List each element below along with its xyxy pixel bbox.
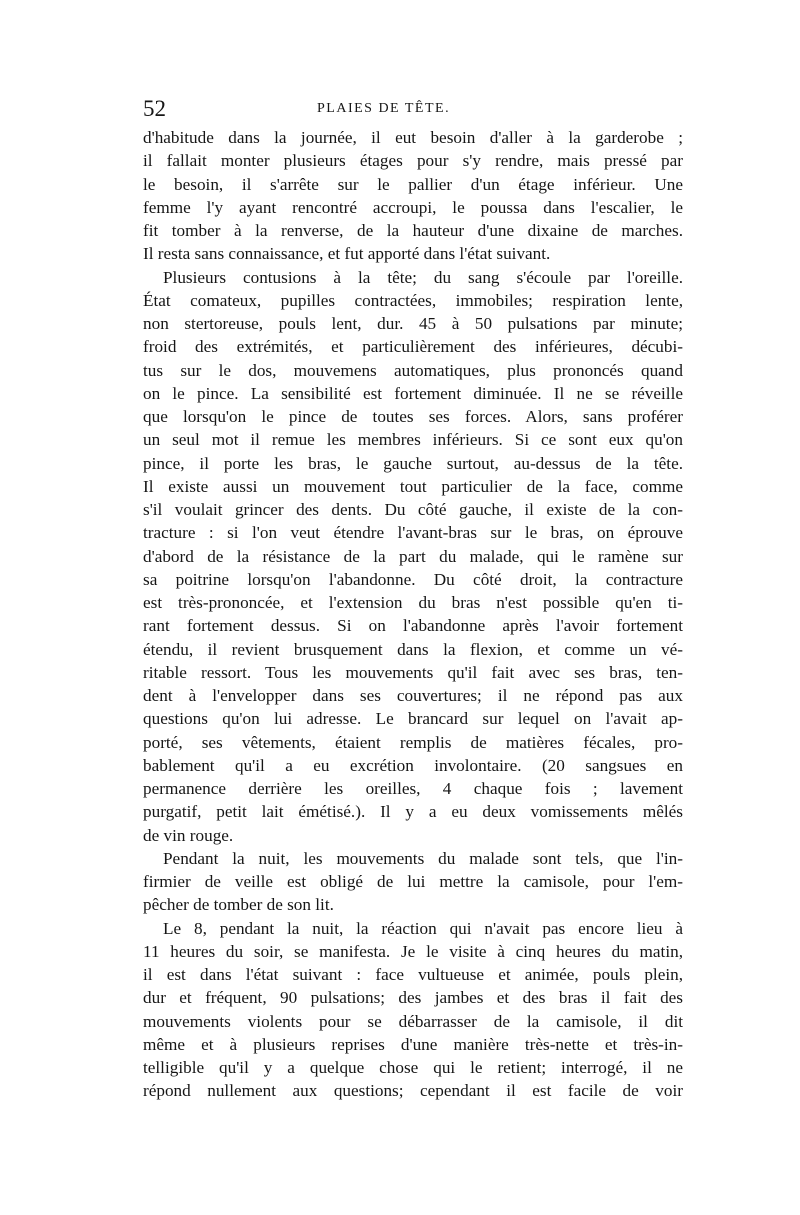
text-line: est très-prononcée, et l'extension du bras n'est possible qu'en ti-	[143, 593, 683, 612]
text-line: mouvements violents pour se débarrasser de la camisole, il dit	[143, 1011, 683, 1031]
text-line: d'abord de la résistance de la part du malade, qui le ramène sur	[143, 546, 683, 566]
text-line: tus sur le dos, mouvemens automatiques, plus prononcés quand	[143, 360, 683, 380]
text-line: rant fortement dessus. Si on l'abandonne après l'avoir fortement	[143, 616, 683, 636]
text-line: tracture : si l'on veut étendre l'avant-bras sur le bras, on éprouve	[143, 523, 683, 543]
page-number: 52	[143, 96, 166, 121]
text-line: femme l'y ayant rencontré accroupi, le poussa dans l'escalier, le	[143, 197, 683, 217]
text-line: Il existe aussi un mouvement tout particulier de la face, comme	[143, 476, 683, 496]
text-line: Le 8, pendant la nuit, la réaction qui n'avait pas encore lieu à	[163, 918, 683, 938]
text-line: Il resta sans connaissance, et fut apporté dans l'état suivant.	[143, 244, 551, 264]
text-line: porté, ses vêtements, étaient remplis de matières fécales, pro-	[143, 732, 683, 752]
text-line: pince, il porte les bras, le gauche surtout, au-dessus de la tête.	[143, 453, 683, 473]
text-line: fit tomber à la renverse, de la hauteur d'une dixaine de marches.	[143, 221, 683, 240]
text-line: telligible qu'il y a quelque chose qui le retient; interrogé, il ne	[143, 1058, 683, 1077]
text-line: firmier de veille est obligé de lui mettre la camisole, pour l'em-	[143, 872, 683, 891]
text-line: questions qu'on lui adresse. Le brancard sur lequel on l'avait ap-	[143, 709, 683, 729]
text-line: on le pince. La sensibilité est fortement diminuée. Il ne se réveille	[143, 383, 683, 403]
text-line: d'habitude dans la journée, il eut besoin d'aller à la garderobe ;	[143, 128, 683, 147]
text-line: il fallait monter plusieurs étages pour s'y rendre, mais pressé par	[143, 151, 683, 171]
text-line: étendu, il revient brusquement dans la flexion, et comme un vé-	[143, 639, 683, 659]
text-line: de vin rouge.	[143, 825, 234, 845]
text-line: il est dans l'état suivant : face vultueuse et animée, pouls plein,	[143, 965, 683, 984]
page-header	[143, 96, 683, 126]
text-line: le besoin, il s'arrête sur le pallier d'un étage inférieur. Une	[143, 174, 683, 194]
text-line: non stertoreuse, pouls lent, dur. 45 à 50 pulsations par minute;	[143, 314, 683, 333]
text-line: permanence derrière les oreilles, 4 chaque fois ; lavement	[143, 779, 683, 798]
text-line: Plusieurs contusions à la tête; du sang s'écoule par l'oreille.	[163, 267, 683, 287]
text-line: Pendant la nuit, les mouvements du malade sont tels, que l'in-	[163, 848, 683, 868]
text-line: que lorsqu'on le pince de toutes ses forces. Alors, sans proférer	[143, 407, 683, 426]
text-line: pêcher de tomber de son lit.	[143, 895, 334, 915]
text-line: un seul mot il remue les membres inférieurs. Si ce sont eux qu'on	[143, 430, 683, 450]
text-line: s'il voulait grincer des dents. Du côté gauche, il existe de la con-	[143, 500, 683, 519]
body-text	[143, 126, 683, 1103]
text-line: purgatif, petit lait émétisé.). Il y a eu deux vomissements mêlés	[143, 802, 683, 822]
text-line: dent à l'envelopper dans ses couvertures; il ne répond pas aux	[143, 686, 683, 705]
text-line: dur et fréquent, 90 pulsations; des jambes et des bras il fait des	[143, 988, 683, 1008]
text-line: même et à plusieurs reprises d'une manière très-nette et très-in-	[143, 1034, 683, 1054]
text-line: 11 heures du soir, se manifesta. Je le visite à cinq heures du matin,	[143, 941, 683, 961]
text-line: sa poitrine lorsqu'on l'abandonne. Du côté droit, la contracture	[143, 569, 683, 589]
text-line: bablement qu'il a eu excrétion involontaire. (20 sangsues en	[143, 755, 683, 775]
text-line: État comateux, pupilles contractées, immobiles; respiration lente,	[143, 290, 683, 310]
text-line: ritable ressort. Tous les mouvements qu'il fait avec ses bras, ten-	[143, 662, 683, 682]
text-line: froid des extrémités, et particulièrement des inférieures, décubi-	[143, 337, 683, 357]
text-line: répond nullement aux questions; cependant il est facile de voir	[143, 1081, 683, 1101]
running-title: PLAIES DE TÊTE.	[317, 101, 451, 116]
